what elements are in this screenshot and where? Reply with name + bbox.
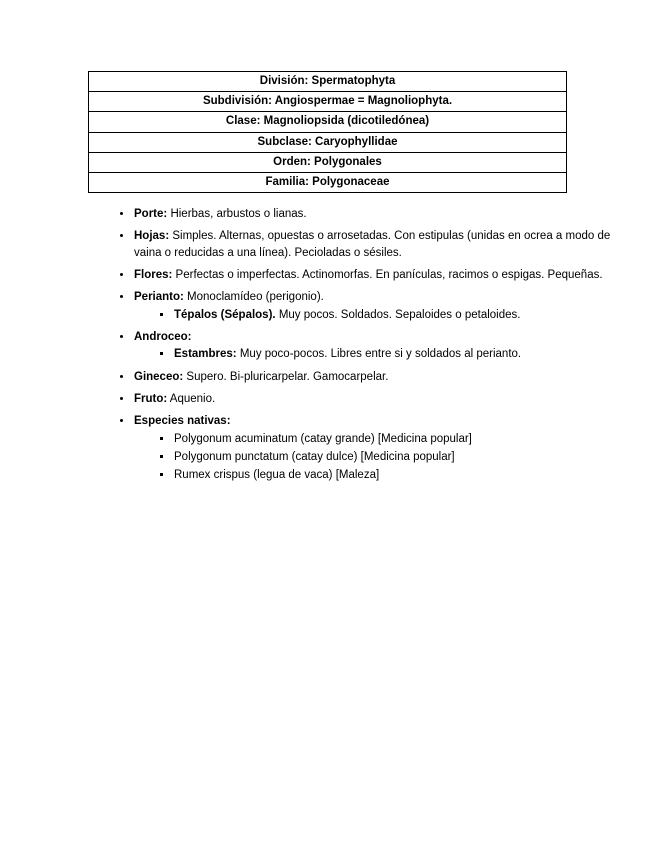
sub-item-species	[173, 431, 611, 447]
taxonomy-row-familia: Familia: Polygonaceae	[89, 173, 567, 193]
sub-item-label: Tépalos (Sépalos).	[174, 308, 276, 321]
sub-item-tepalos	[173, 307, 611, 323]
list-item-hojas	[133, 228, 611, 261]
item-text: Monoclamídeo (perigonio).	[187, 291, 324, 304]
sub-item-text: Muy pocos. Soldados. Sepaloides o petaloides.	[278, 308, 521, 321]
item-text: Hierbas, arbustos o lianas.	[170, 208, 307, 220]
taxonomy-row-clase: Clase: Magnoliopsida (dicotiledónea)	[89, 112, 567, 132]
item-text: Simples. Alternas, opuestas o arrosetadas. Con estipulas (unidas en ocrea a modo de vaina o reducidas a una línea). Pecioladas o sésiles.	[134, 230, 611, 259]
item-label: Hojas:	[134, 230, 170, 243]
item-label: Perianto:	[134, 291, 184, 304]
sub-item-species	[173, 449, 611, 465]
sub-item-label: Estambres:	[174, 348, 237, 361]
item-text: Perfectas o imperfectas. Actinomorfas. En panículas, racimos o espigas. Pequeñas.	[175, 268, 603, 281]
taxonomy-table	[88, 71, 567, 193]
perianto-sublist	[134, 307, 611, 323]
list-item-perianto	[133, 289, 611, 323]
taxonomy-row-subdivision: Subdivisión: Angiospermae = Magnoliophyta.	[89, 92, 567, 112]
list-item-flores	[133, 267, 611, 283]
sub-item-text: Rumex crispus (legua de vaca) [Maleza]	[174, 469, 380, 482]
taxonomy-row-subclase: Subclase: Caryophyllidae	[89, 132, 567, 152]
androceo-sublist	[134, 346, 611, 362]
item-text: Supero. Bi-pluricarpelar. Gamocarpelar.	[186, 370, 389, 383]
item-label: Porte:	[134, 208, 168, 220]
list-item-especies-nativas	[133, 413, 611, 483]
item-label: Fruto:	[134, 392, 168, 405]
especies-sublist	[134, 431, 611, 484]
item-label: Gineceo:	[134, 370, 184, 383]
list-item-fruto	[133, 391, 611, 407]
sub-item-text: Polygonum punctatum (catay dulce) [Medicina popular]	[174, 450, 455, 463]
sub-item-text: Polygonum acuminatum (catay grande) [Medicina popular]	[174, 432, 472, 445]
item-label: Flores:	[134, 268, 173, 281]
item-label: Androceo:	[134, 330, 192, 343]
item-text: Aquenio.	[169, 392, 216, 405]
sub-item-text: Muy poco-pocos. Libres entre si y soldados al perianto.	[239, 348, 522, 361]
sub-item-species	[173, 467, 611, 483]
taxonomy-row-division: División: Spermatophyta	[89, 72, 567, 92]
list-item-porte	[133, 206, 611, 222]
list-item-androceo	[133, 329, 611, 363]
taxonomy-row-orden: Orden: Polygonales	[89, 152, 567, 172]
sub-item-estambres	[173, 346, 611, 362]
item-label: Especies nativas:	[134, 415, 231, 428]
list-item-gineceo	[133, 369, 611, 385]
description-list	[88, 206, 611, 490]
